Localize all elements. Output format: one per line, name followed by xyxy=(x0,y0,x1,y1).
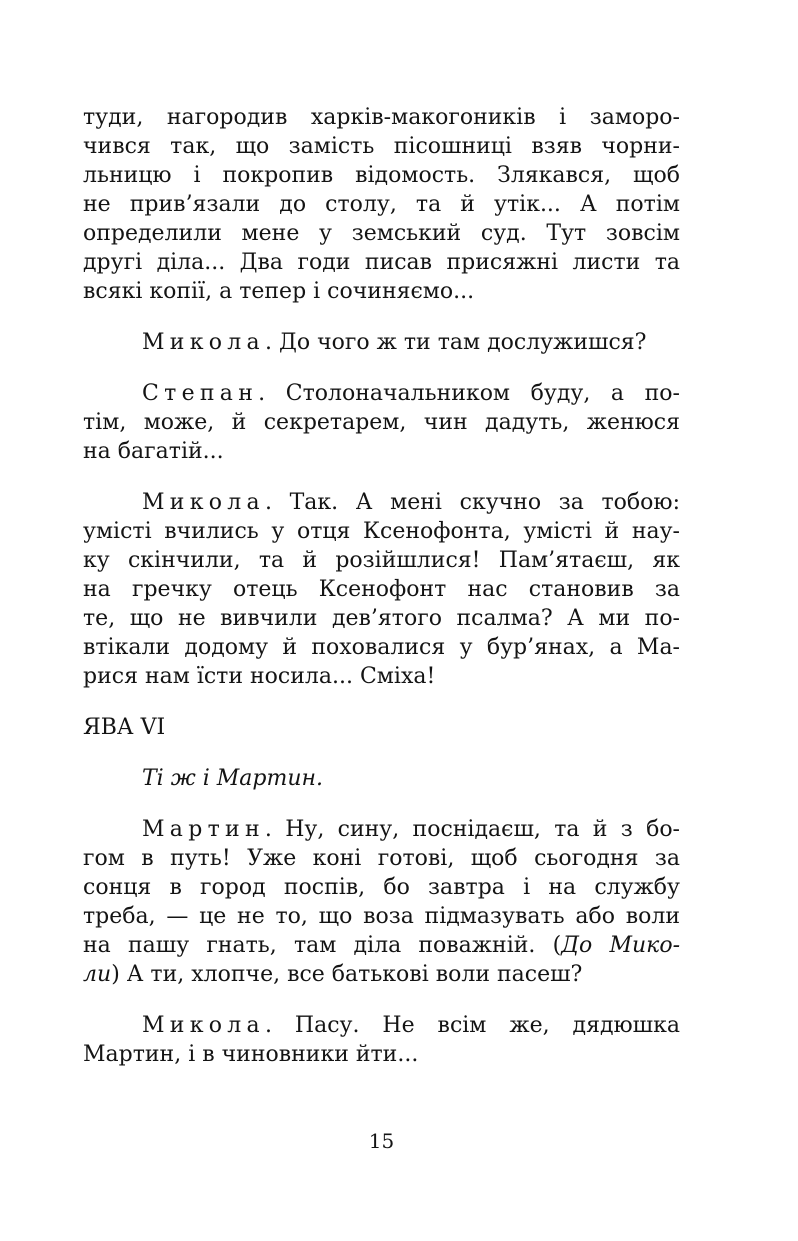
text-line: льницю і покропив відомость. Злякався, щоб xyxy=(83,163,680,188)
text-line: на гречку отець Ксенофонт нас становив за xyxy=(83,577,680,602)
line-text: . Пасу. Не всім же, дядюшка xyxy=(264,1013,680,1038)
speaker-name: Микола xyxy=(142,330,265,355)
speaker-name: Мартин xyxy=(142,817,265,842)
text-line: Мартин, і в чиновники йти... xyxy=(83,1042,419,1067)
page-text-column xyxy=(83,103,680,1091)
text-line: те, що не вивчили дев’ятого псалма? А ми по- xyxy=(83,606,680,631)
text-line xyxy=(83,328,680,357)
line-text: на пашу гнать, там діла поважній. ( xyxy=(83,933,562,958)
scene-heading: ЯВА VI xyxy=(83,715,166,740)
text-line: на багатій... xyxy=(83,439,224,464)
dialogue-paragraph xyxy=(83,488,680,691)
text-line: гом в путь! Уже коні готові, щоб сьогодня за xyxy=(83,846,680,871)
text-line xyxy=(83,960,680,989)
text-line: туди, нагородив харків-макогоників і заморо- xyxy=(83,105,680,130)
text-line: всякі копії, а тепер і сочиняємо... xyxy=(83,279,475,304)
line-text: . До чого ж ти там дослужишся? xyxy=(264,330,647,355)
page-number: 15 xyxy=(368,1129,395,1153)
text-line: умісті вчились у отця Ксенофонта, умісті й нау- xyxy=(83,519,680,544)
text-line: сонця в город поспів, бо завтра і на службу xyxy=(83,875,680,900)
dialogue-paragraph xyxy=(83,379,680,466)
line-text: ) А ти, хлопче, все батькові воли пасеш? xyxy=(111,962,583,987)
line-text: . Столоначальником буду, а по- xyxy=(258,381,680,406)
text-line xyxy=(83,1011,680,1040)
dialogue-paragraph xyxy=(83,1011,680,1069)
text-line: ку скінчили, та й розійшлися! Пам’ятаєш, як xyxy=(83,548,680,573)
text-line: треба, — це не то, що воза підмазувать або воли xyxy=(83,904,680,929)
text-line xyxy=(83,379,680,408)
speaker-name: Микола xyxy=(142,1013,265,1038)
text-line: втікали додому й поховалися у бур’янах, а Ма- xyxy=(83,635,680,660)
stage-direction-inline: До Мико- xyxy=(561,933,680,958)
text-line: не прив’язали до столу, та й утік... А потім xyxy=(83,192,680,217)
dialogue-paragraph xyxy=(83,328,680,357)
line-text: . Так. А мені скучно за тобою: xyxy=(264,490,680,515)
stage-direction: Ті ж і Мартин. xyxy=(142,766,323,791)
text-line: чився так, що замість пісошниці взяв чорни- xyxy=(83,134,680,159)
text-line xyxy=(83,931,680,960)
paragraph xyxy=(83,103,680,306)
speaker-name: Степан xyxy=(142,381,259,406)
text-line: другі діла... Два годи писав присяжні листи та xyxy=(83,250,680,275)
line-text: . Ну, сину, поснідаєш, та й з бо- xyxy=(264,817,680,842)
dialogue-paragraph xyxy=(83,815,680,989)
text-line: определили мене у земський суд. Тут зовсім xyxy=(83,221,680,246)
text-line: тім, може, й секретарем, чин дадуть, женюся xyxy=(83,410,680,435)
scene-heading-block xyxy=(83,713,680,742)
text-line xyxy=(83,488,680,517)
stage-direction-block xyxy=(83,764,680,793)
stage-direction-inline: ли xyxy=(83,962,112,987)
speaker-name: Микола xyxy=(142,490,265,515)
text-line: рися нам їсти носила... Сміха! xyxy=(83,664,436,689)
text-line xyxy=(83,815,680,844)
